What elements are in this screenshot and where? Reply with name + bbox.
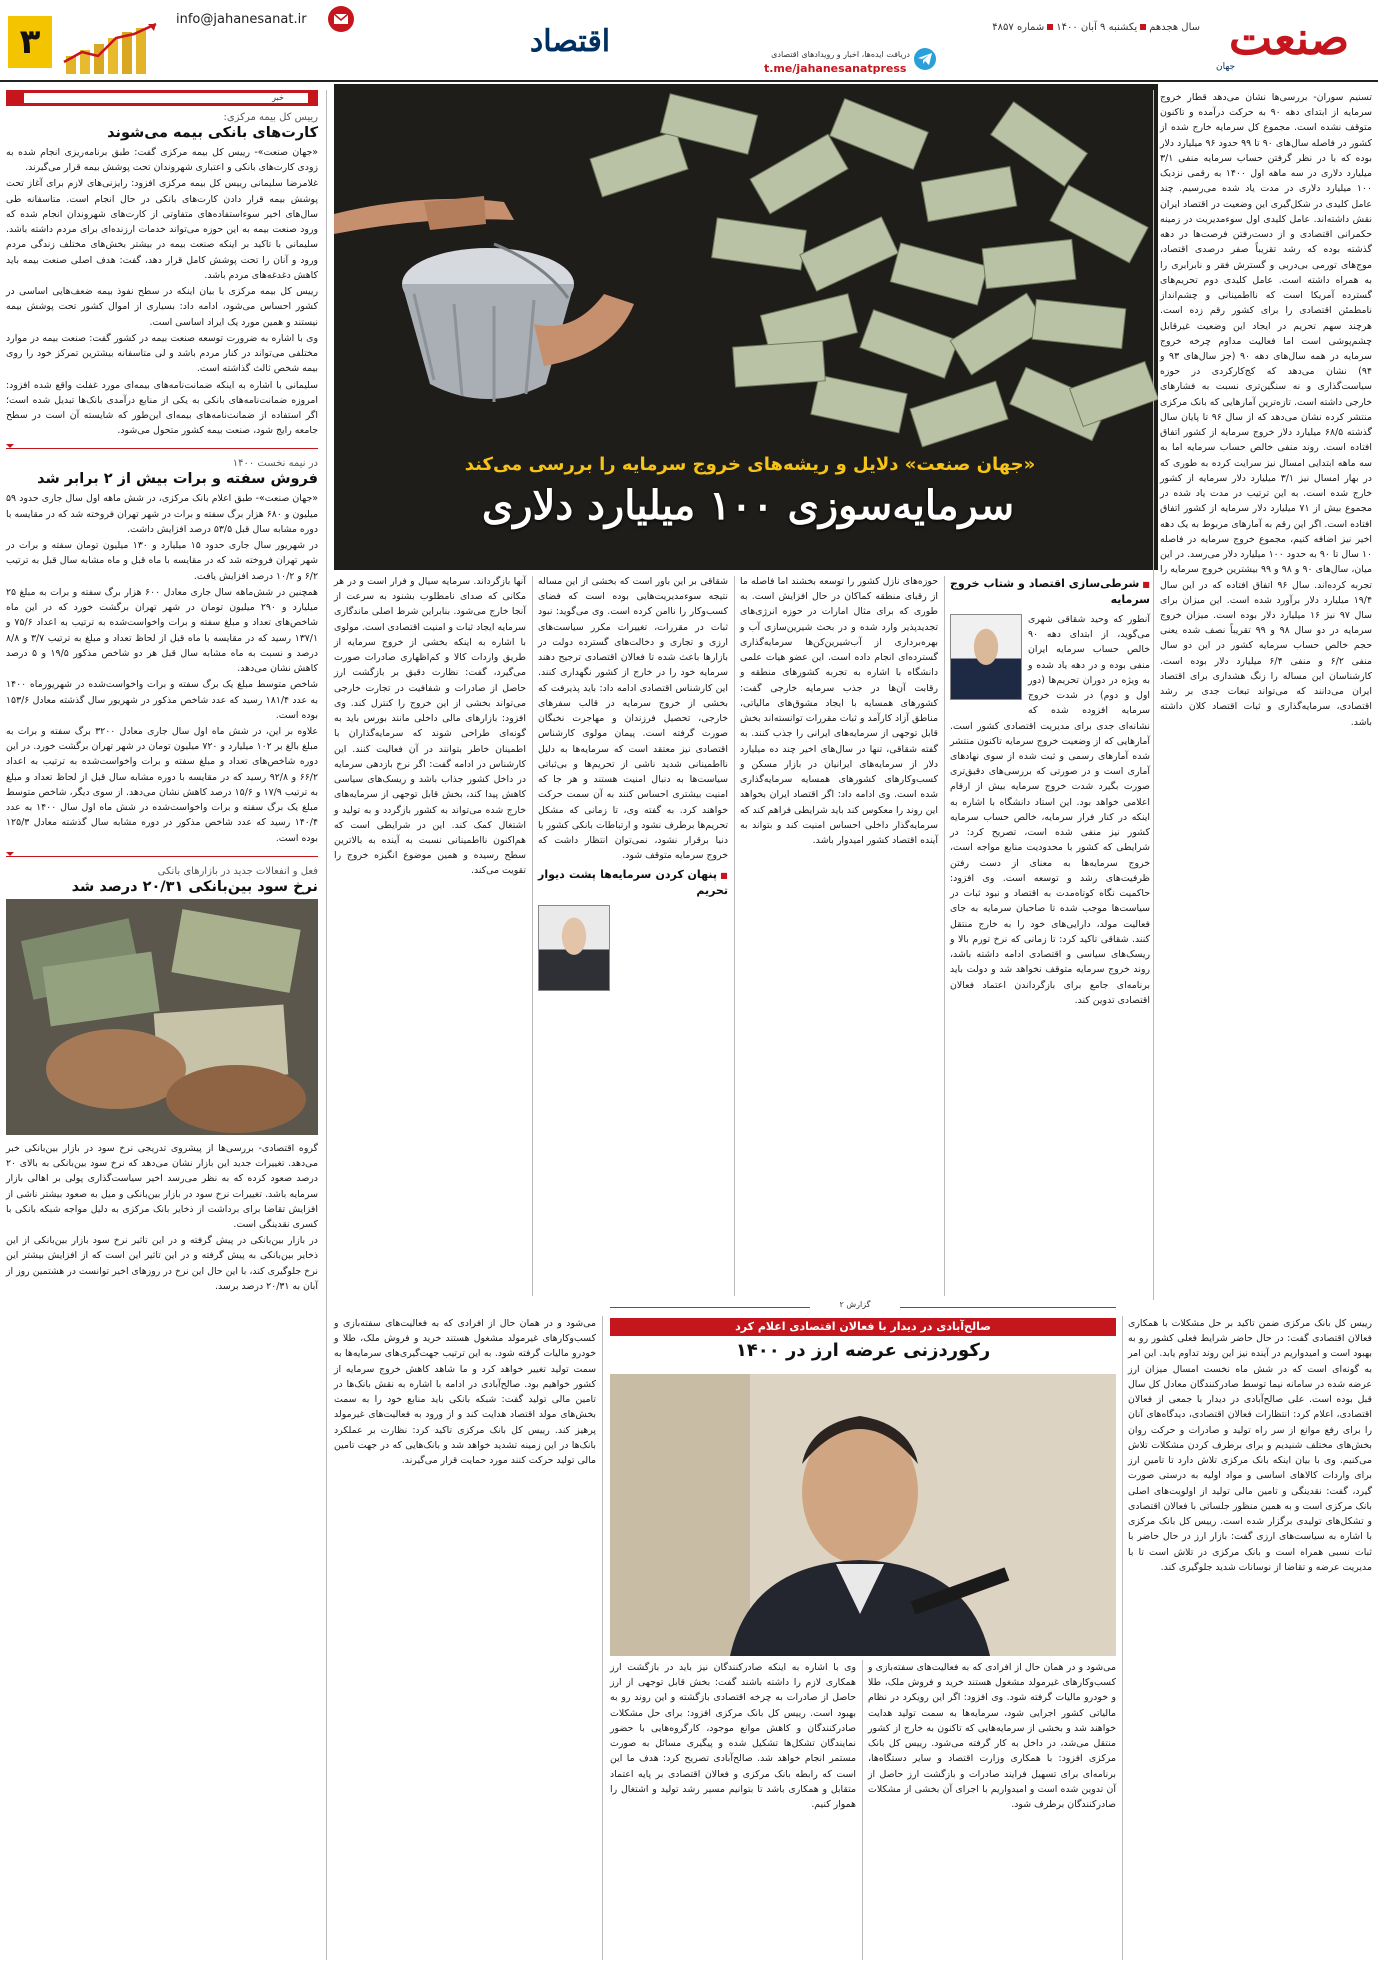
page-header <box>0 0 1378 82</box>
report-kicker: صالح‌آبادی در دیدار با فعالان اقتصادی اعلام کرد <box>610 1318 1116 1336</box>
report-headline: رکوردزنی عرضه ارز در ۱۴۰۰ <box>735 1340 991 1361</box>
news-bar-label: خبر <box>248 93 308 103</box>
coins-chart-icon <box>60 22 178 74</box>
report-column-far-left: می‌شود و در همان حال از افرادی که به فعالیت‌های سفته‌بازی و کسب‌وکارهای غیرمولد مشغول هستند خرید و فروش ملک، طلا و خودرو مالیات گرفته شود. به این ترتیب جهت‌گیری‌های سرمایه‌ها به سمت تولید تغییر خواهد کرد و ما شاهد کاهش خروج سرمایه از کشور خواهیم بود. صالح‌آبادی در ادامه با اشاره به نقش بانک‌ها در تامین مالی تولید گفت: شبکه بانکی باید منابع خود را به سمت بخش‌های مولد اقتصاد هدایت کند و از ورود به فعالیت‌های غیرمولد پرهیز کند. رییس کل بانک مرکزی تاکید کرد: نظارت بر عملکرد بانک‌ها در این زمینه تشدید خواهد شد و بانک‌هایی که در جهت تامین مالی تولید حرکت کنند مورد حمایت قرار می‌گیرند. <box>334 1318 596 1467</box>
column-rule <box>602 1316 603 1960</box>
author-portrait-1 <box>950 614 1022 700</box>
report-column-mid: می‌شود و در همان حال از افرادی که به فعالیت‌های سفته‌بازی و کسب‌وکارهای غیرمولد مشغول هستند خرید و فروش ملک، طلا و خودرو مالیات گرفته شود. وی افزود: اگر این رویکرد در نظام مالیاتی کشور اجرایی شود، سرمایه‌ها به سمت تولید هدایت خواهند شد و بخشی از سرمایه‌هایی که تاکنون به خارج از کشور منتقل می‌شد، در داخل به کار گرفته می‌شود. رییس کل بانک مرکزی افزود: با همکاری وزارت اقتصاد و سایر دستگاه‌ها، برنامه‌ای برای تسهیل فرایند صادرات و بازگشت ارز حاصل از آن تدوین شده است و امیدواریم با اجرای آن بخشی از مشکلات صادرکنندگان برطرف شود. <box>868 1662 1116 1811</box>
lead-subhead-1: ■ شرطی‌سازی اقتصاد و شتاب خروج سرمایه <box>950 576 1150 608</box>
story-kicker: در نیمه نخست ۱۴۰۰ <box>232 458 318 470</box>
story-divider <box>6 444 318 452</box>
report-column-left: وی با اشاره به اینکه صادرکنندگان نیز باید در بازگشت ارز همکاری لازم را داشته باشند گفت: بخش قابل توجهی از ارز حاصل از صادرات به چرخه اقتصادی بازگشته و این روند رو به بهبود است. رییس کل بانک مرکزی افزود: برای حل مشکلات صادرکنندگان و کاهش موانع موجود، کارگروه‌هایی با حضور نمایندگان تشکل‌ها تشکیل شده و پیگیری مسائل به صورت مستمر انجام خواهد شد. صالح‌آبادی تصریح کرد: هدف ما این است که رابطه بانک مرکزی و فعالان اقتصادی بر پایه اعتماد متقابل و همکاری باشد تا بتوانیم مسیر رشد تولید و اشتغال را هموار کنیم. <box>610 1662 856 1811</box>
column-rule <box>862 1660 863 1960</box>
lead-story-column-4: آنها بازگرداند. سرمایه سیال و فرار است و در هر مکانی که صدای نامطلوب بشنود به سرعت از آنجا خارج می‌شود. بنابراین شرط اصلی ماندگاری سرمایه ایجاد ثبات و امنیت اقتصادی است. مولوی با اشاره به اینکه بخشی از خروج سرمایه از طریق واردات کالا و کم‌اظهاری صادرات صورت می‌گیرد، گفت: نظارت دقیق بر بازگشت ارز حاصل از صادرات و شفافیت در تجارت خارجی می‌تواند بخشی از این خروج را کنترل کند. وی افزود: بازارهای مالی داخلی مانند بورس باید به گونه‌ای طراحی شوند که سرمایه‌گذاران با اطمینان خاطر بتوانند در آن فعالیت کنند. این کارشناس در ادامه گفت: اگر نرخ بازدهی سرمایه در داخل کشور جذاب باشد و ریسک‌های سیاسی کاهش پیدا کند، بخش قابل توجهی از سرمایه‌های خارج شده می‌تواند به کشور بازگردد و به تولید و اشتغال کمک کند. این در شرایطی است که هم‌اکنون نااطمینانی نسبت به آینده به بالاترین سطح رسیده و همین موضوع انگیزه خروج را تقویت می‌کند. <box>334 576 526 877</box>
lead-subhead-2: ■ پنهان کردن سرمایه‌ها پشت دیوار تحریم <box>538 867 728 899</box>
section-title: اقتصاد <box>529 24 611 59</box>
story-body: «جهان صنعت»- رییس کل بیمه مرکزی گفت: طبق برنامه‌ریزی انجام شده به زودی کارت‌های بانکی و اعتباری شهروندان تحت پوشش بیمه قرار می‌گیرند. غلامرضا سلیمانی رییس کل بیمه مرکزی افزود: رایزنی‌های لازم برای آغاز تحت پوشش بیمه قرار دادن کارت‌های بانکی در حال انجام است. متاسفانه طی سال‌های اخیر سوءاستفاده‌های متفاوتی از کارت‌های شهروندان انجام شده که ورود صنعت بیمه به این حوزه می‌تواند خدمات ارزنده‌ای برای مردم داشته باشد. سلیمانی با تاکید بر اینکه صنعت بیمه در بیشتر بخش‌های مختلف زندگی مردم ورود و آنان را تحت پوشش کامل قرار دهد، گفت: هدف اصلی صنعت بیمه باید کاهش دغدغه‌های مردم باشد. رییس کل بیمه مرکزی با بیان اینکه در سطح نفوذ بیمه ضعف‌هایی اساسی در کشور احساس می‌شود، ادامه داد: بسیاری از اموال کشور تحت پوشش بیمه نیستند و همین مورد یک ایراد اساسی است. وی با اشاره به ضرورت توسعه صنعت بیمه در کشور گفت: صنعت بیمه در موارد مختلفی می‌تواند در کنار مردم باشد و لی متاسفانه بیشترین تمرکز خود را روی بیمه شخص ثالث گذاشته است. سلیمانی با اشاره به اینکه ضمانت‌نامه‌های بیمه‌ای مورد غفلت واقع شده افزود: امروزه ضمانت‌نامه‌های بانکی به یکی از منابع درآمدی بانک‌ها تبدیل شده است؛ اگر استفاده از ضمانت‌نامه‌های بیمه‌ای این‌طور که شایسته آن است در سطح جامعه رایج شود، صنعت بیمه کشور متحول می‌شود. <box>6 147 318 437</box>
page-number: ۳ <box>8 16 52 68</box>
telegram-caption: دریافت ایده‌ها، اخبار و رویدادهای اقتصادی <box>771 50 910 59</box>
story-divider <box>6 852 318 860</box>
lead-story-right-column: تسنیم سوران- بررسی‌ها نشان می‌دهد قطار خروج سرمایه از ابتدای دهه ۹۰ به حرکت درآمده و تاکنون متوقف نشده است. مجموع کل سرمایه خارج شده از کشور در فاصله سال‌های ۹۰ تا ۹۹ حدود ۹۶ میلیارد دلار بوده که با در نظر گرفتن حساب سرمایه منفی ۳/۱ میلیارد دلاری در سه ماهه اول ۱۴۰۰ به رقمی نزدیک ۱۰۰ میلیارد دلاری در مدت یاد شده می‌رسیم. چند عامل کلیدی در شکل‌گیری این وضعیت در اقتصاد ایران نقش داشته‌اند. عامل کلیدی اول سوءمدیریت در زمینه حکمرانی اقتصادی و از دست‌رفتن فرصت‌ها در دهه گذشته بوده که رشد تقریباً صفر درصدی اقتصاد، موج‌های تورمی بی‌دربی و گسترش فقر و نابرابری را به همراه داشته است. عامل کلیدی دوم تحریم‌های گسترده آمریکا است که نااطمینانی و چشم‌انداز نامطمئن اقتصادی را برای کشور رقم زده است. هرچند سهم تحریم در ایجاد این وضعیت غیرقابل چشم‌پوشی است اما فعالیت مداوم چرخه خروج سرمایه در همه سال‌های دهه ۹۰ (جز سال‌های ۹۳ و ۹۴) نشان می‌دهد که کج‌کارکردی در حوزه سیاست‌گذاری و نه سنگین‌تری نسبت به فشارهای خارجی داشته است. تازه‌ترین آمارهایی که بانک مرکزی منتشر کرده نشان می‌دهد که از سال ۹۶ تا پایان سال گذشته ۶۸/۵ میلیارد دلار خروج سرمایه از کشور اتفاق افتاده است. روند منفی خالص حساب سرمایه اما به سه ماهه ابتدایی امسال نیز سرایت کرده به طوری که در بهار امسال نیز ۳/۱ میلیارد دلار سرمایه از کشور خارج شده است. به این ترتیب در مدت یاد شده در مجموع بیش از ۷۱ میلیارد دلار سرمایه از کشور اتفاق افتاده است. اگر این رقم به آمارهای مربوط به یک دهه اخیر نیز اضافه کنیم، مجموع خروج سرمایه در فاصله ۱۰ سال تا ۹۰ به حدود ۱۰۰ میلیارد دلار می‌رسد. در این میان، سال‌های ۹۰ و ۹۸ و ۹۹ بیشترین خروج سرمایه را تجربه کرده‌اند. سال ۹۶ اتفاق افتاده که در این سال ۱۹/۴ میلیارد دلار برآورد شده است. این میزان برای سال ۹۷ نیز ۱۶ میلیارد دلار بوده است. میزان خروج سرمایه در دو سال ۹۸ و ۹۹ تقریباً نصف شده یعنی حجم خالص حساب سرمایه کشور در این دو سال منفی ۶/۲ و منفی ۶/۴ میلیارد دلار بوده است. کارشناسان این مساله را زنگ هشداری برای اقتصاد ایران می‌دانند که می‌تواند تبعات جدی بر رشد اقتصادی، سرمایه‌گذاری و ثبات اقتصاد کلان داشته باشد. <box>1160 92 1373 728</box>
report-column-right: رییس کل بانک مرکزی ضمن تاکید بر حل مشکلات با همکاری فعالان اقتصادی گفت: در حال حاضر شرایط فعلی کشور رو به بهبود است و امیدواریم در آینده نیز این روند تداوم یابد. این امر به گونه‌ای است که در شش ماه نخست امسال میزان ارز عرضه شده در سامانه نیما توسط صادرکنندگان معادل کل سال قبل بوده است. علی صالح‌آبادی در دیدار با جمعی از فعالان اقتصادی، اعلام کرد: انتظارات فعالان اقتصادی، دیدگاه‌های آنان را برای رفع موانع از سر راه تولید و صادرات و حرکت روان بخش‌های مختلف شنیدیم و برای برطرف کردن مشکلات تلاش می‌کنیم. وی با بیان اینکه بانک مرکزی تلاش دارد تا تامین ارز برای واردات کالاهای اساسی و مواد اولیه به درستی صورت گیرد، گفت: نقدینگی و تامین مالی تولید از اولویت‌های اصلی بانک مرکزی است و به همین منظور جلساتی با فعالان اقتصادی و تشکل‌های تولیدی برگزار شده است. رییس کل بانک مرکزی با اشاره به سیاست‌های ارزی گفت: بازار ارز در حال حاضر با ثبات نسبی همراه است و بانک مرکزی در تلاش است تا با مدیریت عرضه و تقاضا از نوسانات شدید جلوگیری کند. <box>1128 1318 1372 1573</box>
column-rule <box>1153 90 1154 1300</box>
email-address[interactable]: info@jahanesanat.ir <box>176 12 307 27</box>
column-rule <box>944 576 945 1296</box>
issue-year: سال هجدهم <box>1149 22 1200 33</box>
newspaper-logo <box>1214 12 1364 70</box>
telegram-link[interactable]: t.me/jahanesanatpress <box>764 62 907 75</box>
report-label: گزارش ۲ <box>810 1300 900 1309</box>
story-kicker: رییس کل بیمه مرکزی: <box>223 112 318 123</box>
issue-info <box>960 22 1200 33</box>
official-portrait-photo <box>610 1374 1116 1656</box>
report-section-bar <box>610 1300 1116 1314</box>
lead-story-column-2: حوزه‌های نازل کشور را توسعه بخشند اما فاصله ما از رقبای منطقه کماکان در حال افزایش است. به طوری که برای مثال امارات در حوزه انرژی‌های تجدیدپذیر وارد شده و در بحث شیرین‌سازی آب و بهره‌برداری از آب‌شیرین‌کن‌ها سرمایه‌گذاری گسترده‌ای انجام داده است. این عضو هیات علمی دانشگاه با اشاره به تجربه کشورهای منطقه و رقابت آن‌ها در جذب سرمایه خارجی گفت: کشورهای همسایه با ایجاد مشوق‌های مالیاتی، مناطق آزاد کارآمد و ثبات مقررات توانسته‌اند بخش قابل توجهی از سرمایه‌های ایرانی را جذب کنند. به گفته شقاقی، تنها در سال‌های اخیر چند ده میلیارد دلار از سرمایه‌های ایرانیان در بازار مسکن و کسب‌وکارهای کشورهای همسایه سرمایه‌گذاری شده است. وی ادامه داد: اگر اقتصاد ایران بخواهد این روند را معکوس کند باید شرایطی فراهم کند که سرمایه‌گذار داخلی احساس امنیت کند و بتواند به آینده اقتصاد کشور امیدوار باشد. <box>740 576 938 846</box>
story-headline: فروش سفته و برات بیش از ۲ برابر شد <box>37 471 318 488</box>
currency-exchange-photo <box>6 899 318 1135</box>
column-rule <box>734 576 735 1296</box>
mail-icon <box>328 6 354 32</box>
column-rule <box>532 576 533 1296</box>
story-body: «جهان صنعت»- طبق اعلام بانک مرکزی، در شش ماهه اول سال جاری حدود ۵۹ میلیون و ۶۸۰ هزار برگ سفته و برات در شهر تهران فروخته شد که در مقایسه با دوره مشابه سال قبل ۵۳/۵ درصد افزایش داشت. در شهریور سال جاری حدود ۱۵ میلیارد و ۱۳۰ میلیون تومان سفته و برات در شهر تهران فروخته شد که در مقایسه با ماه قبل و ماه مشابه سال قبل به ترتیب ۶/۲ و ۱۰/۲ درصد افزایش یافت. همچنین در شش‌ماهه سال جاری معادل ۶۰۰ هزار برگ سفته و برات به مبلغ ۲۵ میلیارد و ۲۹۰ میلیون تومان در شهر تهران برگشت خورد که در این ماه شاخص‌های تعداد و مبلغ سفته و برات واخواست‌شده به ترتیب به اعداد ۷۵/۶ و ۱۳۷/۱ رسید که در مقایسه با ماه قبل از لحاظ تعداد و مبلغ به ترتیب ۳/۷ و ۸/۸ درصد و نسبت به ماه مشابه سال قبل هر دو شاخص مذکور ۱۹/۵ و ۵ درصد کاهش نشان می‌دهد. شاخص متوسط مبلغ یک برگ سفته و برات واخواست‌شده در شهریورماه ۱۴۰۰ به عدد ۱۸۱/۴ رسید که عدد شاخص مذکور در شهریور سال گذشته معادل ۱۵۳/۶ بوده است. علاوه بر این، در شش ماه اول سال جاری معادل ۳۲۰۰ برگ سفته و برات به مبلغ بالغ بر ۱۰۲ میلیارد و ۷۲۰ میلیون تومان در شهر تهران برگشت خورد. در این دوره شاخص‌های تعداد و مبلغ سفته و برات واخواست‌شده به ترتیب به اعداد ۶۶/۲ و ۹۲/۸ رسید که در مقایسه با دوره مشابه سال قبل از لحاظ تعداد و مبلغ به ترتیب ۱۷/۹ و ۱۵/۶ درصد کاهش نشان می‌دهد. از سوی دیگر، شاخص متوسط مبلغ یک برگ سفته و برات واخواست‌شده در شش ماه اول سال ۱۴۰۰ به عدد ۱۴۰/۴ رسید که عدد شاخص مذکور در دوره مشابه سال گذشته معادل ۱۲۵/۳ بوده است. <box>6 493 319 844</box>
issue-date: یکشنبه ۹ آبان ۱۴۰۰ <box>1056 22 1138 33</box>
news-section-bar <box>6 90 318 106</box>
lead-story-column-3: شقاقی بر این باور است که بخشی از این مساله نتیجه سوءمدیریت‌هایی بوده است که فضای کسب‌وکار را ناامن کرده است. وی می‌گوید: نبود ثبات در مقررات، تغییرات مکرر سیاست‌های ارزی و تجاری و دخالت‌های گسترده دولت در بازارها باعث شده تا فعالان اقتصادی ترجیح دهند سرمایه خود را در خارج از کشور نگهداری کنند. این کارشناس اقتصادی ادامه داد: باید پذیرفت که بخشی از خروج سرمایه در قالب سفرهای خارجی، تحصیل فرزندان و مهاجرت نخبگان صورت گرفته است. پیمان مولوی کارشناس اقتصادی نیز معتقد است که سرمایه‌ها به دلیل نااطمینانی شدید ناشی از تحریم‌ها و بی‌ثباتی سیاست‌ها به دنبال امنیت هستند و هر جا که امنیت بیشتری احساس کنند به آن سمت حرکت خواهند کرد. به گفته وی، تا زمانی که مشکل تحریم‌ها برطرف نشود و ارتباطات بانکی کشور با دنیا برقرار نشود، نمی‌توان انتظار داشت که خروج سرمایه متوقف شود. ■ پنهان کردن سرمایه‌ها پشت دیوار تحریم <box>538 574 728 1296</box>
lead-kicker: «جهان صنعت» دلایل و ریشه‌های خروج سرمایه را بررسی می‌کند <box>464 454 1036 475</box>
column-rule <box>1122 1316 1123 1960</box>
story-headline: کارت‌های بانکی بیمه می‌شوند <box>107 125 318 141</box>
lead-photo <box>334 84 1158 570</box>
author-portrait-2 <box>538 905 610 991</box>
column-rule <box>326 90 327 1960</box>
left-news-column <box>6 90 318 1960</box>
telegram-icon <box>914 48 936 70</box>
logo-sub: جهان <box>1216 62 1236 72</box>
story-headline: نرخ سود بین‌بانکی ۲۰/۳۱ درصد شد <box>71 878 318 895</box>
story-body: گروه اقتصادی- بررسی‌ها از پیشروی تدریجی نرخ سود در بازار بین‌بانکی خبر می‌دهد. تغییرات جدید این بازار نشان می‌دهد که نرخ سود بین‌بانکی به بالای ۲۰ درصد صعود کرده که به نظر می‌رسد اخیر سیاست‌گذاری پولی بر اهالی بازار سرمایه باشد. تغییرات نرخ سود در بازار بین‌بانکی و میل به صعود بیشتر ناشی از افزایش تقاضا برای برداشت از ذخایر بانک مرکزی به دلیل مواجه شبکه بانکی با کسری نقدینگی است. در بازار بین‌بانکی در پیش گرفته و در این تاثیر نرخ سود بازار بین‌بانکی از این ذخایر بین‌بانکی به پیش گرفته و در این تاثیر این است که از افزایش بیشتر این نرخ جلوگیری کند، با این حال این نرخ در روزهای اخیر توانست در هشتمین روز از آبان به ۲۰/۳۱ درصد برسد. <box>6 1142 318 1292</box>
story-kicker: فعل و انفعالات جدید در بازارهای بانکی <box>157 865 318 877</box>
logo-text: صنعت <box>1228 11 1350 65</box>
issue-number: شماره ۴۸۵۷ <box>992 22 1045 33</box>
lead-headline: سرمایه‌سوزی ۱۰۰ میلیارد دلاری <box>481 482 1015 529</box>
lead-story-column-1: ■ شرطی‌سازی اقتصاد و شتاب خروج سرمایه آنطور که وحید شقاقی شهری می‌گوید، از ابتدای دهه ۹۰ خالص حساب سرمایه ایران منفی بوده و در دهه یاد شده و به ویژه در دوران تحریم‌ها (دور اول و دوم) در شدت خروج سرمایه افزوده شده که نشانه‌ای جدی برای مدیریت اقتصادی کشور است. آمارهایی که از وضعیت خروج سرمایه تاکنون منتشر شده آمارهای رسمی و ثبت شده از سوی نهادهای آماری است و در صورتی که بررسی‌های دقیق‌تری صورت بگیرد شدت خروج سرمایه بیش از ارقام اعلامی خواهد بود. این استاد دانشگاه با اشاره به اینکه در کنار فرار سرمایه، خالص حساب سرمایه کشور نیز منفی شده است، تصریح کرد: در شرایطی که کشور با محدودیت منابع مواجه است، خروج سرمایه‌ها به معنای از دست رفتن ظرفیت‌های رشد و توسعه است. وی افزود: حاکمیت نگاه کوتاه‌مدت به اقتصاد و نبود ثبات در سیاست‌ها موجب شده تا صاحبان سرمایه به جای فعالیت مولد، دارایی‌های خود را به خارج منتقل کنند. شقاقی تاکید کرد: تا زمانی که نرخ تورم بالا و ریسک‌های سیاسی و اقتصادی ادامه داشته باشد، روند خروج سرمایه متوقف نخواهد شد و دولت باید برنامه‌ای جامع برای بازگرداندن اعتماد فعالان اقتصادی تدوین کند. <box>950 574 1150 1296</box>
